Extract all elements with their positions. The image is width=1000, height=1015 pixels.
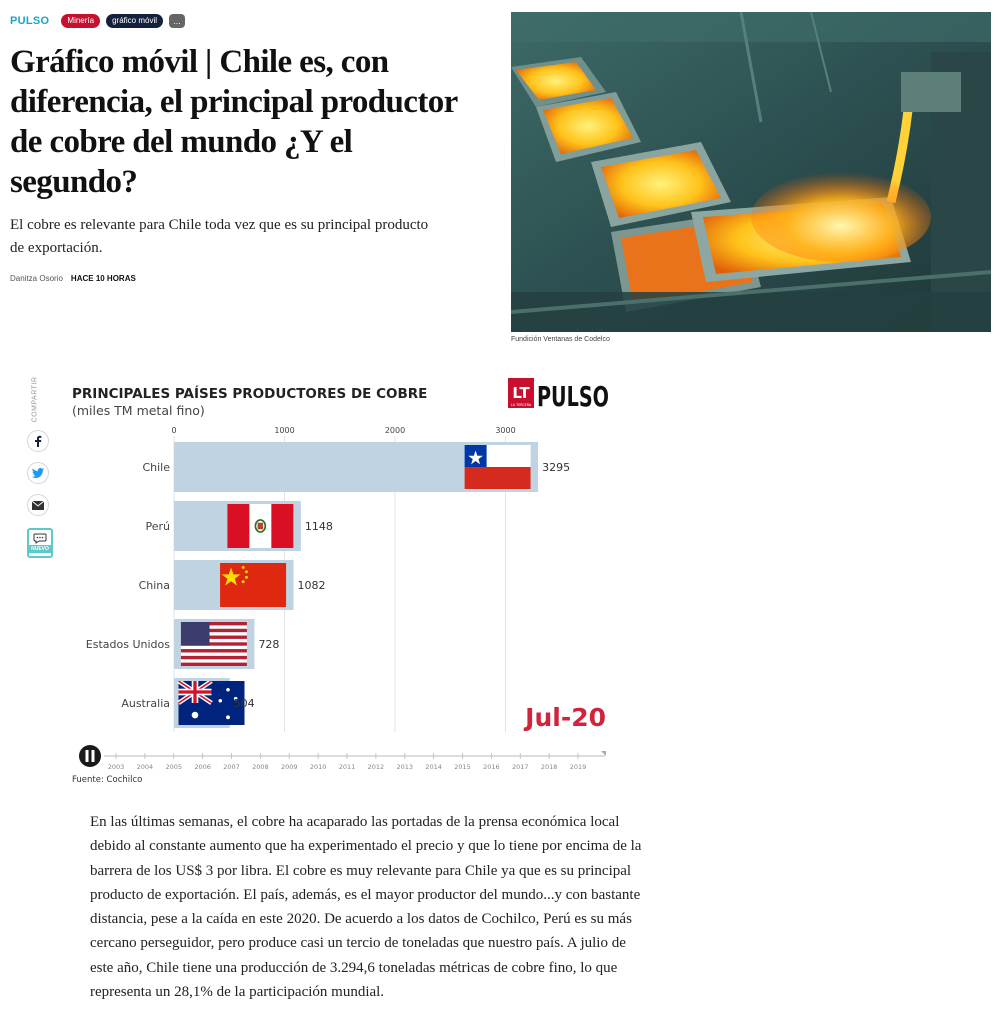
email-share-button[interactable]	[27, 494, 49, 516]
pause-button[interactable]	[79, 745, 101, 767]
bar-group	[86, 619, 280, 669]
category-label: Chile	[142, 461, 170, 474]
year-label[interactable]: 2003	[107, 763, 125, 771]
year-label[interactable]: 2012	[367, 763, 385, 771]
author-link[interactable]: Danitza Osorio	[10, 274, 63, 283]
year-label[interactable]: 2017	[511, 763, 529, 771]
category-label: China	[138, 579, 170, 592]
bar-group	[121, 678, 254, 728]
pulso-logo-text: PULSO	[537, 380, 609, 413]
tag-mineria[interactable]: Minería	[61, 14, 100, 28]
timeline-handle[interactable]	[601, 751, 606, 756]
share-label-text: COMPARTIR	[31, 376, 39, 423]
publish-time: HACE 10 HORAS	[70, 274, 136, 283]
chart-bars	[86, 442, 570, 728]
x-tick-label: 0	[171, 426, 177, 435]
tag-grafico-movil[interactable]: gráfico móvil	[106, 14, 163, 28]
year-label[interactable]: 2004	[136, 763, 154, 771]
year-label[interactable]: 2006	[194, 763, 211, 771]
pause-icon-bar	[92, 750, 95, 762]
year-label[interactable]: 2013	[396, 763, 414, 771]
year-label[interactable]: 2014	[425, 763, 442, 771]
year-label[interactable]: 2005	[165, 763, 183, 771]
value-label: 1082	[297, 579, 326, 592]
twitter-share-button[interactable]	[27, 462, 49, 484]
category-label: Perú	[145, 520, 170, 533]
facebook-share-button[interactable]	[27, 430, 49, 452]
lt-logo-subtext: LA TERCERA	[510, 403, 532, 407]
year-label[interactable]: 2010	[309, 763, 327, 771]
flag-icon	[465, 445, 531, 489]
article-body: En las últimas semanas, el cobre ha acaparado las portadas de la prensa económica local debido al constante aumento que ha experimentado el precio y que lo tiene por encima de la barrera de los US$ 3 por libra. El cobre es muy relevante para Chile ya que es su principal producto de exportación. El país, además, es el mayor productor del mundo...y con bastante distancia, pese a la caída en este 2020. De acuerdo a los datos de Cochilco, Perú es su más cercano perseguidor, pero produce casi un tercio de toneladas que nuestro país. A julio de este año, Chile tiene una producción de 3.294,6 toneladas métricas de cobre fino, lo que representa un 28,1% de la participación mundial.	[90, 814, 642, 1001]
pause-icon	[86, 750, 89, 762]
bar-group	[142, 442, 570, 492]
hero-image	[511, 12, 991, 332]
new-badge: NUEVO	[31, 546, 49, 552]
category-label: Estados Unidos	[85, 638, 170, 651]
tag-row	[10, 12, 185, 30]
chart-subtitle: (miles TM metal fino)	[72, 403, 205, 418]
comment-bubble-icon	[33, 533, 47, 544]
value-label: 504	[233, 697, 255, 710]
value-label: 3295	[542, 461, 571, 474]
x-tick-label: 2000	[384, 426, 406, 435]
more-tags-button[interactable]: ...	[169, 14, 185, 28]
category-label: Australia	[121, 697, 170, 710]
value-label: 1148	[304, 520, 333, 533]
year-label[interactable]: 2019	[569, 763, 587, 771]
year-label[interactable]: 2007	[223, 763, 240, 771]
bar-group	[139, 560, 326, 610]
brand-logo	[508, 378, 609, 413]
flag-icon	[227, 504, 293, 548]
chart-title: PRINCIPALES PAÍSES PRODUCTORES DE COBRE	[72, 386, 428, 402]
comments-button[interactable]	[27, 528, 53, 558]
flag-icon	[220, 563, 286, 607]
facebook-icon	[33, 435, 43, 447]
x-axis-ticks	[171, 426, 515, 435]
year-label[interactable]: 2009	[280, 763, 298, 771]
twitter-icon	[32, 468, 44, 478]
copper-producers-chart	[60, 370, 620, 790]
hero-caption: Fundición Ventanas de Codelco	[511, 336, 610, 343]
flag-icon	[181, 622, 247, 666]
timeline[interactable]	[79, 745, 606, 771]
mail-icon	[32, 501, 44, 510]
article-title: Gráfico móvil | Chile es, con diferencia, el principal productor de cobre del mundo ¿Y el segundo?	[10, 44, 458, 200]
year-label[interactable]: 2015	[454, 763, 471, 771]
article-lede: El cobre es relevante para Chile toda vez que es su principal producto de exportación.	[10, 217, 429, 256]
value-label: 728	[258, 638, 280, 651]
year-label[interactable]: 2008	[252, 763, 269, 771]
foundry-illustration	[511, 12, 991, 332]
year-label[interactable]: 2011	[338, 763, 356, 771]
share-label	[30, 378, 44, 428]
byline	[10, 274, 136, 283]
lt-logo-text: LT	[512, 384, 530, 402]
year-label[interactable]: 2016	[483, 763, 500, 771]
section-link[interactable]: PULSO	[10, 15, 50, 27]
x-tick-label: 3000	[495, 426, 516, 435]
year-label[interactable]: 2018	[540, 763, 558, 771]
chart-source: Fuente: Cochilco	[72, 775, 143, 785]
x-tick-label: 1000	[274, 426, 295, 435]
period-label: Jul-20	[525, 703, 606, 732]
